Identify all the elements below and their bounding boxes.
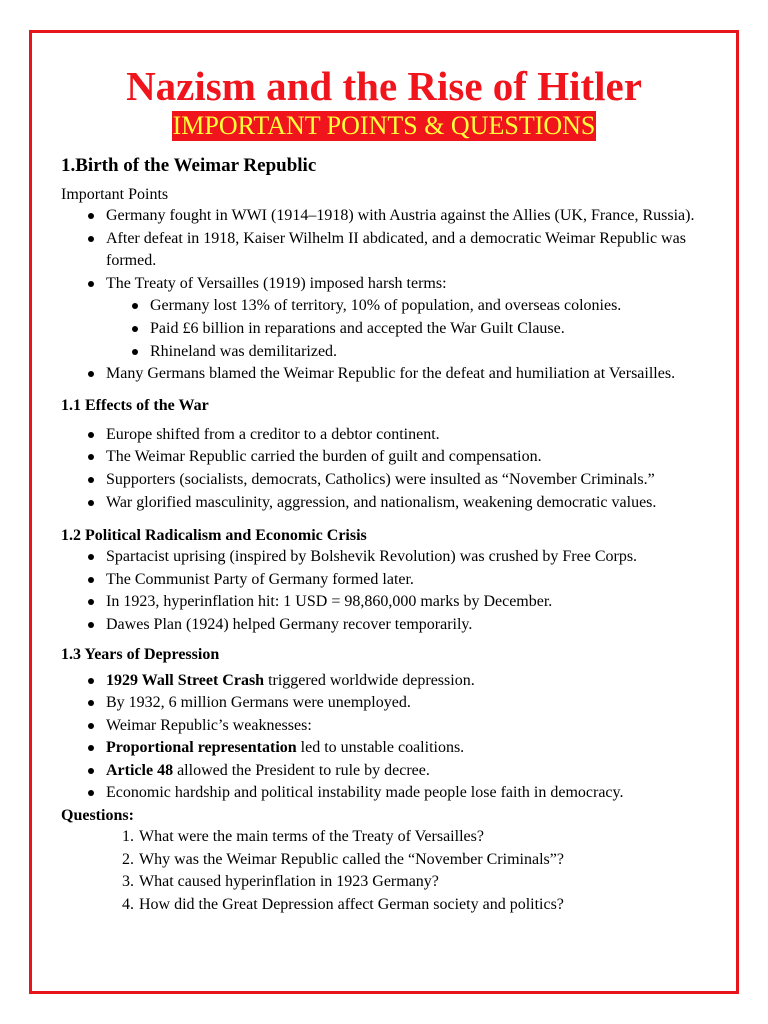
list-item: Germany lost 13% of territory, 10% of population, and overseas colonies.	[150, 295, 711, 318]
list-item: The Communist Party of Germany formed later.	[106, 569, 711, 592]
list-item: Germany fought in WWI (1914–1918) with Austria against the Allies (UK, France, Russia).	[106, 205, 711, 228]
list-item	[106, 760, 711, 783]
bold-term: Article 48	[106, 761, 174, 779]
section-heading-depression: 1.3 Years of Depression	[61, 645, 220, 663]
question-item: 4. How did the Great Depression affect German society and politics?	[138, 894, 711, 917]
list-item: Europe shifted from a creditor to a debtor continent.	[106, 424, 711, 447]
list-item-text: triggered worldwide depression.	[264, 671, 475, 689]
question-item: 2. Why was the Weimar Republic called the “November Criminals”?	[138, 849, 711, 872]
list-item	[106, 670, 711, 693]
list-item-text: allowed the President to rule by decree.	[173, 761, 430, 779]
questions-list	[61, 826, 711, 916]
list-item-text: led to unstable coalitions.	[296, 739, 465, 757]
list-item: Paid £6 billion in reparations and accepted the War Guilt Clause.	[150, 318, 711, 341]
list-item: Weimar Republic’s weaknesses:	[106, 715, 711, 738]
list-item	[106, 737, 711, 760]
bold-term: 1929 Wall Street Crash	[106, 671, 265, 689]
document-body	[61, 62, 711, 916]
list-item-text: The Treaty of Versailles (1919) imposed harsh terms:	[106, 274, 447, 292]
list-item: By 1932, 6 million Germans were unemployed.	[106, 692, 711, 715]
list-item: Dawes Plan (1924) helped Germany recover temporarily.	[106, 614, 711, 637]
list-item: In 1923, hyperinflation hit: 1 USD = 98,860,000 marks by December.	[106, 591, 711, 614]
depression-list	[61, 670, 711, 806]
list-item: War glorified masculinity, aggression, and nationalism, weakening democratic values.	[106, 492, 711, 515]
list-item: The Weimar Republic carried the burden of guilt and compensation.	[106, 446, 711, 469]
questions-heading: Questions:	[61, 807, 134, 825]
section-heading-effects-of-war: 1.1 Effects of the War	[61, 396, 209, 414]
list-item	[106, 273, 711, 363]
list-item: Many Germans blamed the Weimar Republic for the defeat and humiliation at Versailles.	[106, 363, 711, 386]
treaty-terms-list	[106, 295, 711, 363]
subtitle-banner	[0, 111, 768, 141]
question-item: 3. What caused hyperinflation in 1923 Germany?	[138, 871, 711, 894]
list-item: Supporters (socialists, democrats, Catholics) were insulted as “November Criminals.”	[106, 469, 711, 492]
weimar-points-list	[61, 205, 711, 386]
section-heading-weimar: 1.Birth of the Weimar Republic	[61, 155, 317, 176]
radicalism-list	[61, 546, 711, 636]
section-heading-radicalism: 1.2 Political Radicalism and Economic Crisis	[61, 527, 367, 545]
page-title: Nazism and the Rise of Hitler	[126, 63, 642, 109]
list-item: After defeat in 1918, Kaiser Wilhelm II abdicated, and a democratic Weimar Republic was formed.	[106, 228, 711, 273]
list-item: Economic hardship and political instability made people lose faith in democracy.	[106, 782, 711, 805]
list-item: Spartacist uprising (inspired by Bolshevik Revolution) was crushed by Free Corps.	[106, 546, 711, 569]
important-points-label: Important Points	[61, 186, 169, 203]
question-item: 1. What were the main terms of the Treaty of Versailles?	[138, 826, 711, 849]
list-item: Rhineland was demilitarized.	[150, 341, 711, 364]
bold-term: Proportional representation	[106, 739, 297, 757]
effects-list	[61, 424, 711, 514]
page-subtitle: IMPORTANT POINTS & QUESTIONS	[172, 111, 596, 140]
